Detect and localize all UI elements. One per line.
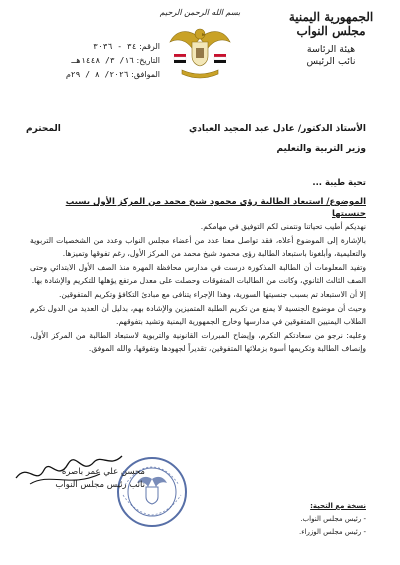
body-paragraph: إلا أن الاستبعاد تم بسبب جنسيتها السورية، وهذا الإجراء يتنافى مع مبادئ التكافؤ وتكريم المتفوقين. [59, 290, 366, 299]
signatory-title: نائب رئيس مجلس النواب [55, 480, 145, 490]
greeting: تحية طيبة ... [312, 178, 366, 188]
republic-name: الجمهورية اليمنية [288, 10, 374, 24]
letter-body [30, 220, 366, 356]
copy-recipient: - رئيس مجلس النواب. [256, 513, 366, 526]
date-label: التاريخ: [136, 56, 160, 65]
deputy-label: نائب الرئيس [306, 56, 356, 67]
gregorian-date-row [10, 68, 160, 82]
handwritten-signature-icon [10, 442, 130, 492]
subject-line: الموضوع/ استبعاد الطالبة رؤى محمود شيخ محمد من المركز الأول بسبب جنسيتها [65, 197, 366, 219]
copies-title: نسخة مع التحية: [310, 502, 366, 510]
reference-block [10, 40, 160, 82]
body-paragraph: بالإشارة إلى الموضوع أعلاه، فقد تواصل معنا عدد من أعضاء مجلس النواب وعدد من الشخصيات التربوية والتعليمية، وأبلغونا باستبعاد الطالبة رؤى محمود شيخ محمد من المركز الأول، رغم تفوقها وتميزها. [30, 236, 366, 258]
date-value: ١٦/ ٣/ ١٤٤٨هـ [71, 56, 134, 65]
body-paragraph: وتفيد المعلومات أن الطالبة المذكورة درست في مدارس محافظة المهرة منذ الصف الأول الابتدائي وحتى الصف الثالث الثانوي، وكانت من الطالبات المتفوقات وحصلت على معدل مرتفع يؤهلها للتكريم والإشادة بها. [30, 263, 366, 285]
ref-label: الرقم: [139, 42, 160, 51]
eagle-emblem-icon [168, 20, 232, 82]
signatory-name: محسن علي عمر باصرة [61, 467, 145, 477]
respected-label: المحترم [26, 124, 61, 134]
equiv-label: الموافق: [131, 70, 160, 79]
equiv-value: ٢٠٢٦/ ٨ / ٢٩م [65, 70, 129, 79]
hijri-date-row [10, 54, 160, 68]
presidency-label: هيئة الرئاسة [306, 44, 356, 55]
reference-number-row [10, 40, 160, 54]
addressee-name: الأستاذ الدكتور/ عادل عبد المجيد العبادي [189, 124, 366, 134]
body-paragraph: وحيث أن موضوع الجنسية لا يمنع من تكريم الطلبة المتميزين والإشادة بهم، بدليل أن العديد من الدول تكرم الطلاب اليمنيين المتفوقين في مدارسها وخارج الجمهورية اليمنية وتشيد بتفوقهم. [30, 304, 366, 326]
body-paragraph: وعليه: نرجو من سعادتكم التكرم، وإيضاح المبررات القانونية والتربوية لاستبعاد الطالبة من المركز الأول، وإنصاف الطالبة وتكريمها أسوة بزملائها المتفوقين، تقديراً لجهودها وتفوقها، والله الموفق. [30, 331, 366, 353]
letterhead-right [276, 10, 386, 68]
ref-value: ٣٤ - ٣٠٣٦ [93, 42, 137, 51]
copies-list [256, 513, 366, 539]
parliament-name: مجلس النواب [296, 24, 366, 38]
addressee-title: وزير التربية والتعليم [276, 144, 366, 154]
copy-recipient: - رئيس مجلس الوزراء. [256, 526, 366, 539]
basmala: بسم الله الرحمن الرحيم [159, 8, 241, 17]
copies-block [256, 500, 366, 539]
body-paragraph: نهديكم أطيب تحياتنا ونتمنى لكم التوفيق في مهامكم. [200, 222, 366, 231]
addressee-block [26, 122, 366, 156]
signature-block [30, 466, 145, 492]
